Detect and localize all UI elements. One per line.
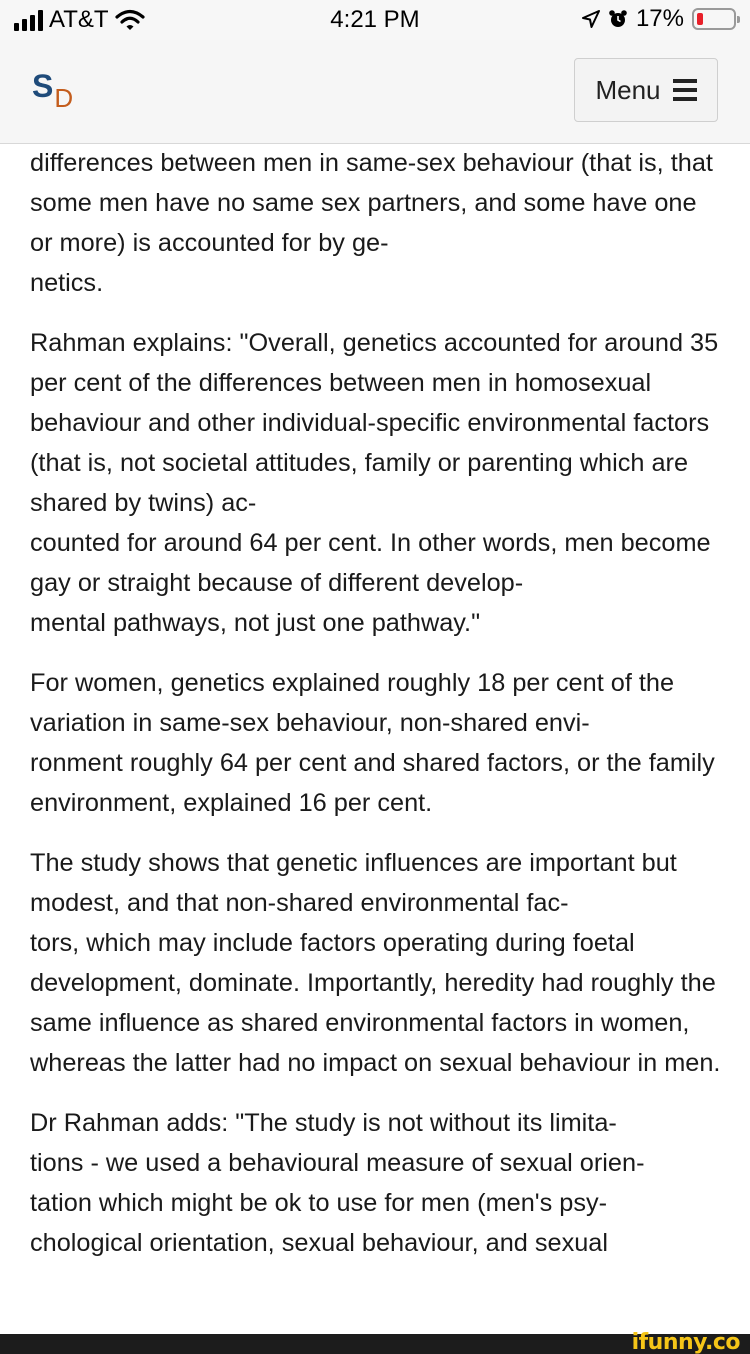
menu-button-label: Menu	[595, 74, 661, 105]
site-header	[0, 40, 750, 144]
status-bar-right	[582, 5, 736, 33]
hamburger-icon	[673, 79, 697, 101]
article-paragraph: Dr Rahman adds: "The study is not without its limita- tions - we used a behavioural measure of sexual orien- tation which might be ok to use for men (men's psy- chological orientation, sexual behaviour, and sexual	[30, 1109, 645, 1257]
menu-button[interactable]	[574, 58, 718, 122]
location-arrow-icon	[582, 10, 600, 28]
battery-icon	[692, 8, 736, 30]
article-paragraph: The study shows that genetic influences are important but modest, and that non-shared environmental fac- tors, which may include factors operating during foetal development, dominate. Importantly, heredity had roughly the same influence as shared environmental factors in women, whereas the latter had no impact on sexual behaviour in men.	[30, 849, 721, 1077]
carrier-label: AT&T	[49, 6, 109, 33]
battery-percent: 17%	[635, 5, 684, 32]
article-paragraph: For women, genetics explained roughly 18 per cent of the variation in same-sex behaviour, non-shared envi- ronment roughly 64 per cent and shared factors, or the family environment, explained 16 per cent.	[30, 669, 715, 817]
logo-letter-d: D	[54, 83, 74, 113]
watermark-bar	[0, 1330, 750, 1354]
article-paragraph: differences between men in same-sex behaviour (that is, that some men have no same sex partners, and some have one or more) is accounted for by ge- netics.	[30, 149, 713, 297]
site-logo[interactable]	[32, 68, 74, 113]
clock: 4:21 PM	[330, 6, 420, 33]
article-body	[30, 103, 725, 1283]
ifunny-watermark: ifunny.co	[631, 1330, 740, 1354]
alarm-icon	[608, 9, 628, 29]
article-paragraph: Rahman explains: "Overall, genetics accounted for around 35 per cent of the differences between men in homosexual behaviour and other individual-specific environmental factors (that is, not societal attitudes, family or parenting which are shared by twins) ac- counted for around 64 per cent. In other words, men become gay or straight because of different develop- mental pathways, not just one pathway."	[30, 329, 719, 637]
logo-letter-s: S	[32, 68, 54, 104]
battery-fill	[697, 13, 703, 25]
status-bar	[0, 0, 750, 40]
